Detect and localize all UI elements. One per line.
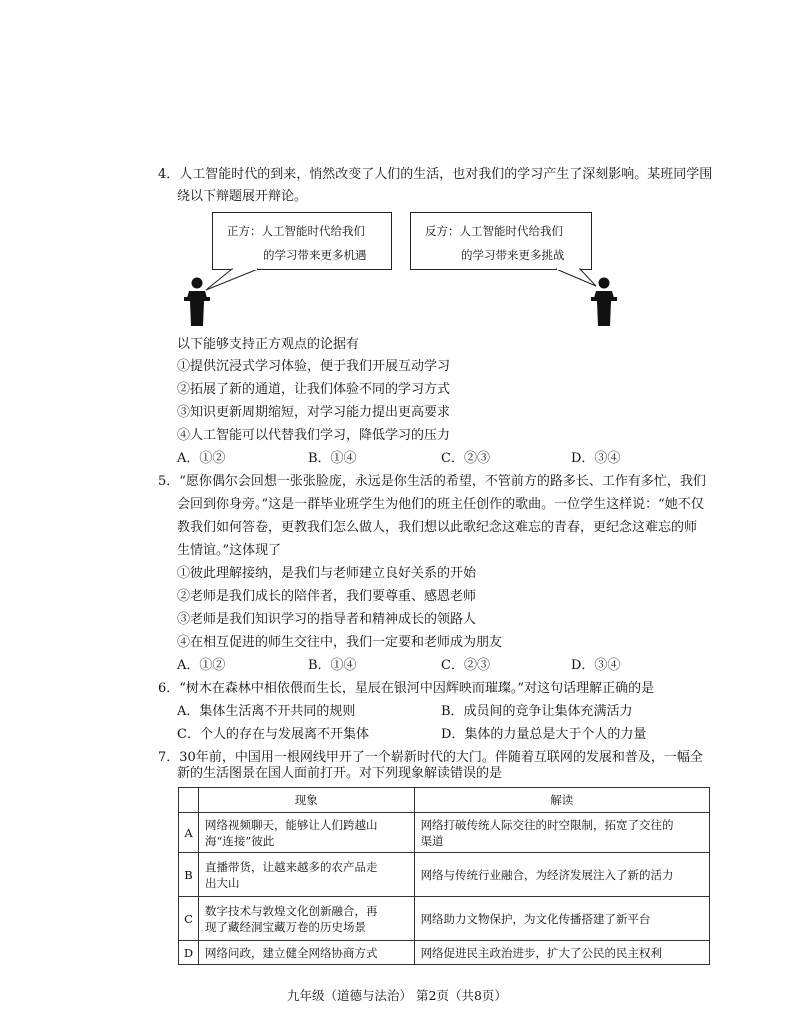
q4-option-a[interactable]: A．①② bbox=[177, 451, 226, 466]
q7-table bbox=[178, 787, 710, 965]
row-interpretation: 网络与传统行业融合，为经济发展注入了新的活力 bbox=[414, 853, 709, 897]
debate-illustration bbox=[0, 0, 794, 340]
row-phenomenon: 网络问政，建立健全网络协商方式 bbox=[198, 941, 414, 965]
q4-option-c[interactable]: C．②③ bbox=[441, 451, 490, 466]
q4-option-b[interactable]: B．①④ bbox=[308, 451, 357, 466]
q4-item-3: ③知识更新周期缩短，对学习能力提出更高要求 bbox=[177, 405, 451, 420]
q4-question: 以下能够支持正方观点的论据有 bbox=[177, 337, 360, 352]
q5-stem-line1: 5．“愿你偶尔会回想一张张脸庞，永远是你生活的希望，不管前方的路多长、工作有多忙，我们 bbox=[158, 474, 706, 489]
q5-stem-line3: 教我们如何答卷，更教我们怎么做人，我们想以此歌纪念这难忘的青春，更纪念这难忘的师 bbox=[177, 520, 698, 535]
q5-stem-line4: 生情谊。”这体现了 bbox=[177, 543, 282, 558]
q5-option-a[interactable]: A．①② bbox=[177, 658, 226, 673]
row-interpretation: 网络助力文物保护，为文化传播搭建了新平台 bbox=[414, 897, 709, 941]
table-header-interpretation: 解读 bbox=[414, 788, 709, 813]
row-key: B bbox=[179, 853, 199, 897]
row-phenomenon: 网络视频聊天，能够让人们跨越山 海“连接”彼此 bbox=[198, 813, 414, 853]
page-footer: 九年级（道德与法治） 第2页（共8页） bbox=[287, 988, 507, 1003]
pro-speaker-podium-icon bbox=[184, 278, 210, 327]
q4-option-d[interactable]: D．③④ bbox=[571, 451, 621, 466]
con-line2: 的学习带来更多挑战 bbox=[461, 248, 565, 262]
q4-stem-line1: 4．人工智能时代的到来，悄然改变了人们的生活，也对我们的学习产生了深刻影响。某班同学围 bbox=[158, 167, 713, 182]
table-row[interactable] bbox=[179, 941, 710, 965]
q7-stem-line1: 7．30年前，中国用一根网线甲开了一个崭新时代的大门。伴随着互联网的发展和普及，一幅全 bbox=[158, 750, 703, 765]
q5-item-1: ①彼此理解接纳，是我们与老师建立良好关系的开始 bbox=[177, 566, 477, 581]
con-line1: 反方：人工智能时代给我们 bbox=[425, 224, 563, 238]
q4-item-2: ②拓展了新的通道，让我们体验不同的学习方式 bbox=[177, 382, 451, 397]
q5-option-d[interactable]: D．③④ bbox=[571, 658, 621, 673]
row-key: D bbox=[179, 941, 199, 965]
q5-item-3: ③老师是我们知识学习的指导者和精神成长的领路人 bbox=[177, 612, 477, 627]
q4-item-4: ④人工智能可以代替我们学习，降低学习的压力 bbox=[177, 428, 451, 443]
row-phenomenon: 直播带货，让越来越多的农产品走 出大山 bbox=[198, 853, 414, 897]
q5-option-b[interactable]: B．①④ bbox=[308, 658, 357, 673]
q5-stem-line2: 会回到你身旁。”这是一群毕业班学生为他们的班主任创作的歌曲。一位学生这样说：“她不仅 bbox=[177, 497, 704, 512]
q6-option-d[interactable]: D．集体的力量总是大于个人的力量 bbox=[441, 727, 647, 742]
row-phenomenon: 数字技术与敦煌文化创新融合，再 现了藏经洞宝藏万卷的历史场景 bbox=[198, 897, 414, 941]
q6-stem: 6．“树木在森林中相依偎而生长，星辰在银河中因辉映而璀璨。”对这句话理解正确的是 bbox=[158, 681, 655, 696]
q5-item-2: ②老师是我们成长的陪伴者，我们要尊重、感恩老师 bbox=[177, 589, 477, 604]
q6-option-a[interactable]: A．集体生活离不开共同的规则 bbox=[177, 704, 356, 719]
q7-table-header bbox=[179, 788, 710, 813]
q5-option-c[interactable]: C．②③ bbox=[441, 658, 490, 673]
table-row[interactable] bbox=[179, 813, 710, 853]
table-row[interactable] bbox=[179, 897, 710, 941]
table-header-phenomenon: 现象 bbox=[198, 788, 414, 813]
pro-line2: 的学习带来更多机遇 bbox=[263, 248, 367, 262]
q5-item-4: ④在相互促进的师生交往中，我们一定要和老师成为朋友 bbox=[177, 635, 503, 650]
pro-bubble-tail bbox=[206, 269, 258, 290]
con-bubble-tail bbox=[556, 269, 596, 286]
row-interpretation: 网络促进民主政治进步，扩大了公民的民主权利 bbox=[414, 941, 709, 965]
table-row[interactable] bbox=[179, 853, 710, 897]
q4-stem-line2: 绕以下辩题展开辩论。 bbox=[177, 189, 308, 204]
row-interpretation: 网络打破传统人际交往的时空限制，拓宽了交往的 渠道 bbox=[414, 813, 709, 853]
q6-option-c[interactable]: C．个人的存在与发展离不开集体 bbox=[177, 727, 369, 742]
pro-line1: 正方：人工智能时代给我们 bbox=[227, 224, 365, 238]
row-key: A bbox=[179, 813, 199, 853]
q7-stem-line2: 新的生活图景在国人面前打开。对下列现象解读错误的是 bbox=[177, 766, 503, 781]
q6-option-b[interactable]: B．成员间的竞争让集体充满活力 bbox=[441, 704, 633, 719]
q4-item-1: ①提供沉浸式学习体验，便于我们开展互动学习 bbox=[177, 359, 451, 374]
row-key: C bbox=[179, 897, 199, 941]
table-header-blank bbox=[179, 788, 199, 813]
